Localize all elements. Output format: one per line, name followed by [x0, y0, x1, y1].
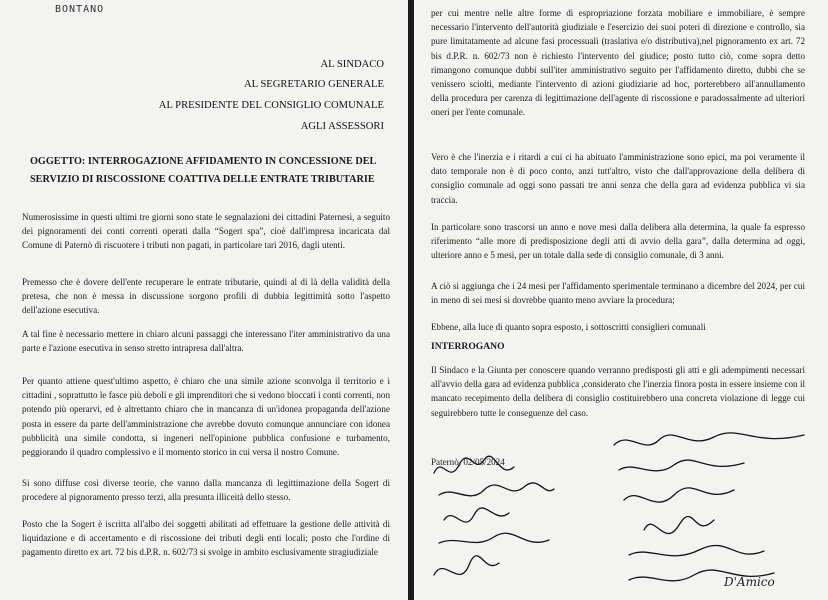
paragraph-6: Posto che la Sogert è iscritta all'albo dei soggetti abilitati ad effettuare la gestione delle attività di liquidazione e di accertamento e di riscossione dei tributi degli enti locali; posto che l'ordine di pagamento diretto ex art. 72 bis d.P.R. n. 602/73 si svolge in ambito esclusivamente stragiudiziale — [22, 519, 390, 558]
paragraph-2: Premesso che è dovere dell'ente recuperare le entrate tributarie, quindi al di là della validità della pretesa, che non è messa in discussione sorgono profili di dubbia legittimità sotto l'aspetto dell'azione esecutiva. — [22, 277, 390, 316]
paragraph-9: In particolare sono trascorsi un anno e nove mesi dalla delibera alla determina, la quale fa espresso riferimento “alle more di predisposizione degli atti di avvio della gara”, dalla determina ad oggi, ulteriore anno e 5 mesi, per un totale dalla sede di consiglio comunale, di 3 anni. — [431, 222, 805, 261]
paragraph-4: Per quanto attiene quest'ultimo aspetto, è chiaro che una simile azione sconvolga il territorio e i cittadini , soprattutto le fasce più deboli e gli imprenditori che si vedono bloccati i conti correnti, non potendo più operarvi, ed è altrettanto chiaro che in mancanza di un'idonea propaganda dell'azione posta in essere da parte dell'amministrazione che avrebbe dovuto comunque annunciare con idonea pubblicità una simile condotta, si ingeneri nell'opinione pubblica confusione e turbamento, peggiorando il quadro complessivo e il momento storico in cui versa il nostro Comune. — [22, 376, 390, 458]
addressee-secretary: AL SEGRETARIO GENERALE — [244, 79, 384, 90]
signature-damico: D'Amico — [724, 575, 775, 589]
signatures-block — [414, 425, 828, 600]
heading-interrogano: INTERROGANO — [431, 341, 505, 352]
paragraph-5: Si sono diffuse così diverse teorie, che vanno dalla mancanza di legittimazione della Sogert di procedere al pignoramento presso terzi, alla presunta illiceità dello stesso. — [22, 478, 390, 503]
paragraph-10: A ciò si aggiunga che i 24 mesi per l'affidamento sperimentale terminano a dicembre del 2024, per cui in meno di sei mesi si dovrebbe quanto meno avviare la procedura; — [431, 281, 805, 306]
document-page-right — [414, 0, 828, 600]
paragraph-12: Il Sindaco e la Giunta per conoscere quando verranno predisposti gli atti e gli adempimenti necessari all'avvio della gara ad evidenza pubblica ,considerato che l'inerzia finora posta in essere insieme con il mancato recepimento della delibera di consiglio costituirebbero una concreta violazione di legge cui seguirebbero tutte le conseguenze del caso. — [431, 365, 805, 418]
document-page-left — [0, 0, 408, 600]
subject-line: OGGETTO: INTERROGAZIONE AFFIDAMENTO IN CONCESSIONE DEL SERVIZIO DI RISCOSSIONE COATTIVA DELLE ENTRATE TRIBUTARIE — [30, 156, 376, 185]
addressee-council-president: AL PRESIDENTE DEL CONSIGLIO COMUNALE — [158, 100, 384, 111]
addressee-assessors: AGLI ASSESSORI — [300, 121, 384, 132]
paragraph-3: A tal fine è necessario mettere in chiaro alcuni passaggi che interessano l'iter amministrativo da una parte e l'azione esecutiva in senso stretto intrapresa dall'altra. — [22, 329, 390, 354]
paragraph-8: Vero è che l'inerzia e i ritardi a cui ci ha abituato l'amministrazione sono epici, ma poi veramente il dato temporale non è di poco conto, anzi tutt'altro, visto che dall'approvazione della delibera di consiglio comunale ad oggi sono passati tre anni senza che della gara ad evidenza pubblica vi sia traccia. — [431, 152, 805, 205]
paragraph-7: per cui mentre nelle altre forme di espropriazione forzata mobiliare e immobiliare, è sempre necessario l'intervento dell'autorità giudiziale e l'esercizio dei suoi poteri di direzione e controllo, sia pure limitatamente ad alcune fasi processuali (traslativa e/o distributiva),nel pignoramento ex art. 72 bis d.P.R. n. 602/73 non è richiesto l'intervento del giudice; posto tutto ciò, come sopra detto rimangono comunque dubbi sull'iter amministrativo seguito per l'affidamento diretto, dubbi che se venissero sciolti, mediante l'intervento di azioni giudiziarie ad hoc, porterebbero all'annullamento della procedura per carenza di legittimazione dell'agente di riscossione e paradossalmente ad ulteriori oneri per l'ente comunale. — [431, 8, 805, 118]
handwritten-note: BONTANO — [55, 4, 105, 15]
paragraph-11: Ebbene, alla luce di quanto sopra esposto, i sottoscritti consiglieri comunali — [431, 322, 706, 332]
paragraph-1: Numerosissime in questi ultimi tre giorni sono state le segnalazioni dei cittadini Paternesi, a seguito dei pignoramenti dei conti correnti operati dalla “Sogert spa”, cioè dall'impresa incaricata dal Comune di Paternò di riscuotere i tributi non pagati, in particolare tari 2016, dagli utenti. — [22, 212, 390, 251]
place-and-date: Paternò, 02/05/2024 — [431, 457, 505, 467]
addressee-mayor: AL SINDACO — [320, 59, 384, 70]
